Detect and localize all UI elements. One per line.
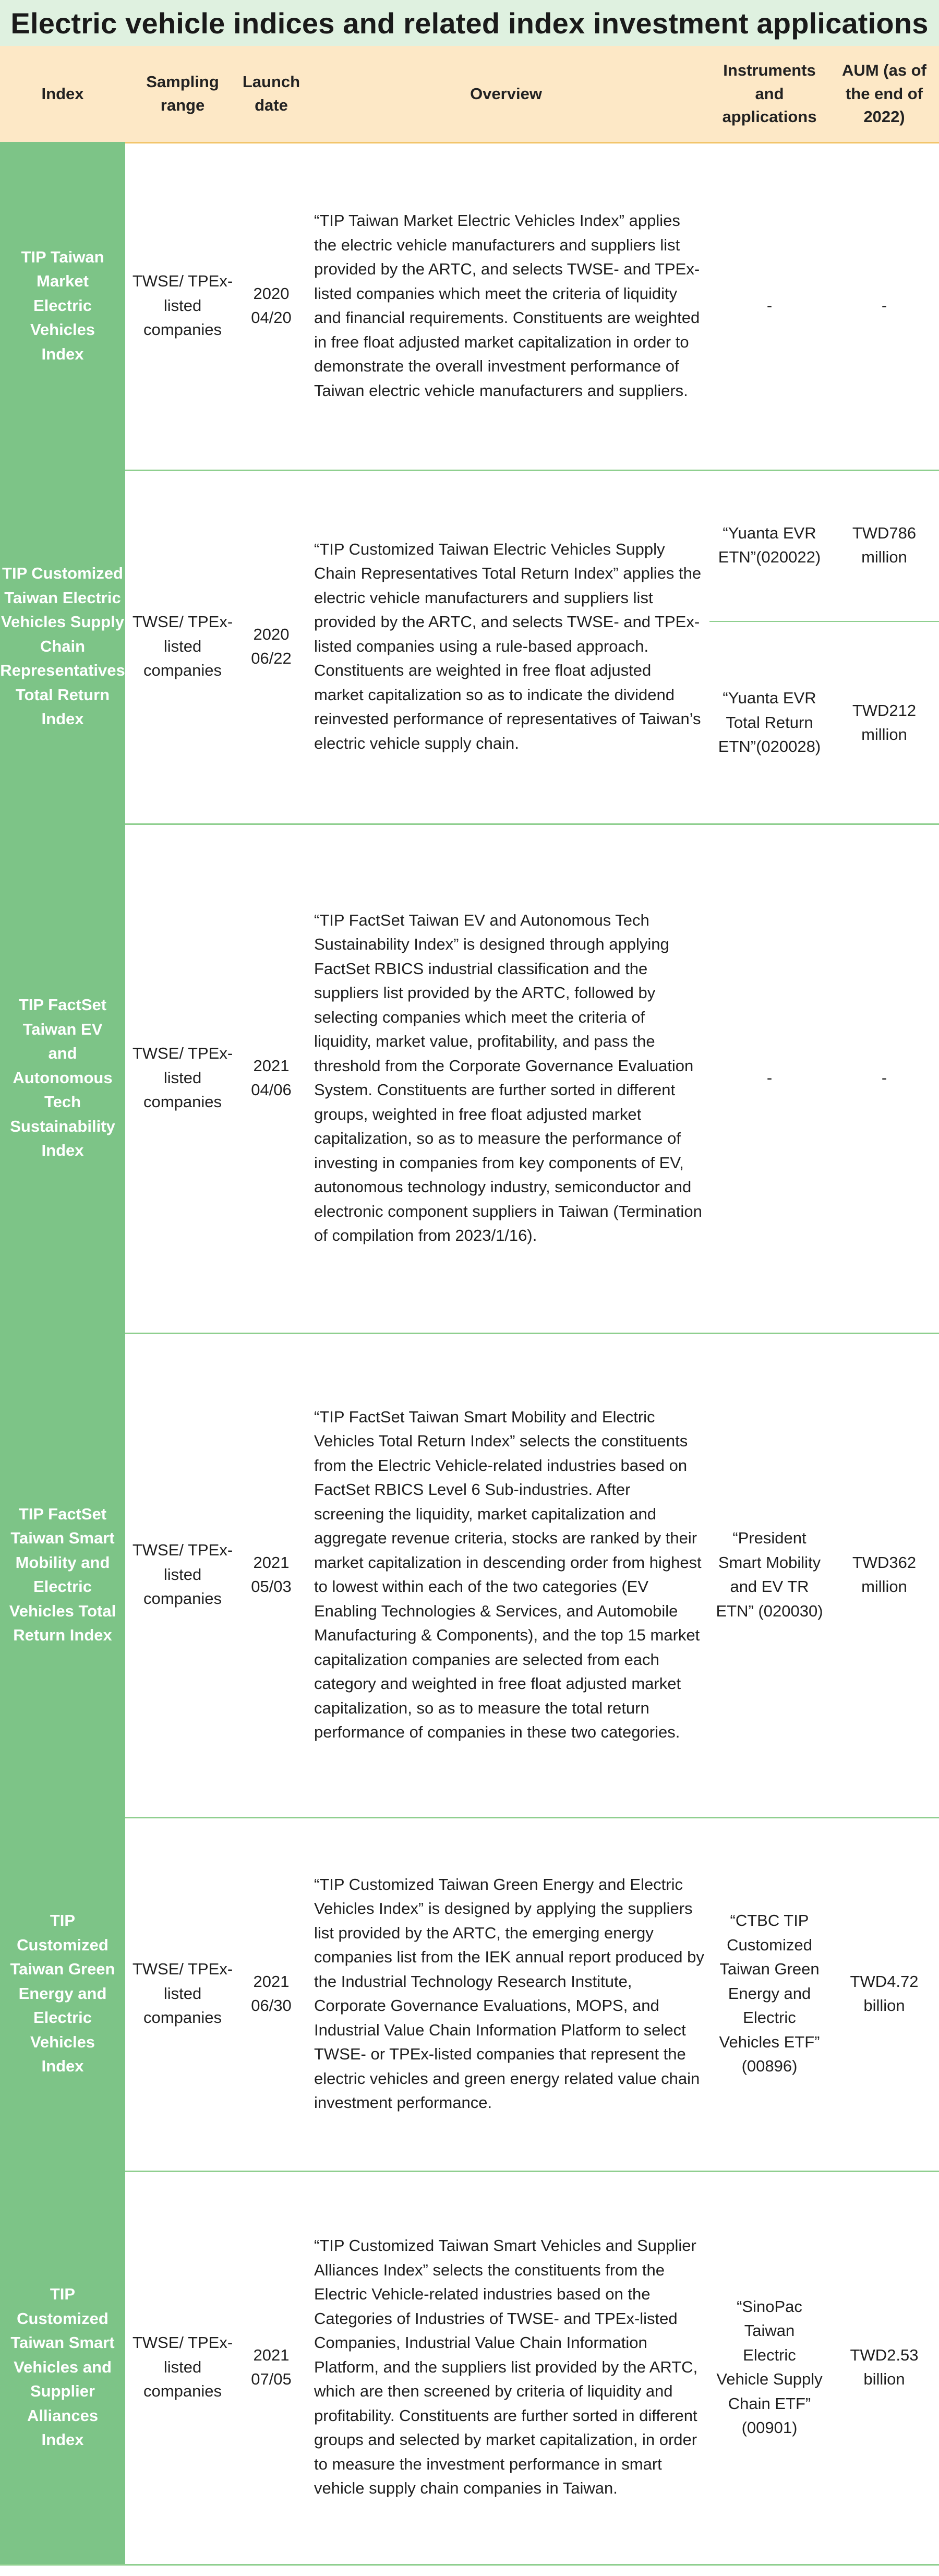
index-name: TIP Customized Taiwan Green Energy and Electric Vehicles Index bbox=[0, 1817, 125, 2171]
header-aum: AUM (as of the end of 2022) bbox=[842, 61, 926, 126]
sampling-range: TWSE/ TPEx-listed companies bbox=[132, 2333, 233, 2401]
instrument: - bbox=[766, 296, 773, 315]
sampling-range: TWSE/ TPEx-listed companies bbox=[132, 1960, 233, 2027]
launch-date: 2021 04/06 bbox=[251, 1056, 292, 1099]
index-name: TIP Taiwan Market Electric Vehicles Index bbox=[0, 142, 125, 470]
table-row bbox=[0, 823, 939, 1334]
overview-text: “TIP Customized Taiwan Smart Vehicles and Supplier Alliances Index” selects the constituents from the Electric Vehicle-related industries based on the Categories of Industries of TWSE- and TPEx-listed Companies, Industrial Value Chain Information Platform, and the suppliers list provided by the ARTC, which are then screened by criteria of liquidity and profitability. Constituents are further sorted in different groups and selected by market capitalization, in order to measure the investment performance in smart vehicle supply chain companies in Taiwan. bbox=[314, 2236, 698, 2498]
title-bar bbox=[0, 0, 939, 46]
instrument: “CTBC TIP Customized Taiwan Green Energy and Electric Vehicles ETF” (00896) bbox=[719, 1911, 820, 2076]
header-instruments: Instruments and applications bbox=[722, 61, 817, 126]
table-row bbox=[0, 470, 939, 825]
launch-date: 2021 07/05 bbox=[251, 2345, 292, 2388]
header-sampling-range: Sampling range bbox=[146, 73, 219, 114]
table-header bbox=[0, 46, 939, 143]
aum-value: - bbox=[881, 1068, 887, 1087]
overview-text: “TIP FactSet Taiwan Smart Mobility and Electric Vehicles Total Return Index” selects the constituents from the Electric Vehicle-related industries based on FactSet RBICS Level 6 Sub-industries. After screening the liquidity, market capitalization and aggregate revenue criteria, stocks are ranked by their market capitalization in descending order from highest to lowest within each of the two categories (EV Enabling Technologies & Services, and Automobile Manufacturing & Components), and the top 15 market capitalization companies are selected from each category and weighted in free float adjusted market capitalization, so as to measure the total return performance of companies in these two categories. bbox=[314, 1407, 702, 1741]
aum-value: TWD212 million bbox=[852, 701, 917, 744]
launch-date: 2020 04/20 bbox=[251, 284, 292, 327]
launch-date: 2021 05/03 bbox=[251, 1553, 292, 1596]
sampling-range: TWSE/ TPEx-listed companies bbox=[132, 613, 233, 680]
header-overview: Overview bbox=[470, 84, 542, 103]
instrument: “Yuanta EVR Total Return ETN”(020028) bbox=[718, 689, 821, 756]
instrument: “SinoPac Taiwan Electric Vehicle Supply Chain ETF” (00901) bbox=[716, 2297, 823, 2437]
index-name: TIP Customized Taiwan Electric Vehicles Supply Chain Representatives Total Return Index bbox=[0, 470, 125, 823]
table-row bbox=[0, 1333, 939, 1818]
index-name: TIP FactSet Taiwan Smart Mobility and Electric Vehicles Total Return Index bbox=[0, 1333, 125, 1817]
index-name: TIP Customized Taiwan Smart Vehicles and Supplier Alliances Index bbox=[0, 2171, 125, 2564]
sampling-range: TWSE/ TPEx-listed companies bbox=[132, 1044, 233, 1111]
instrument: “President Smart Mobility and EV TR ETN” (020030) bbox=[716, 1529, 823, 1620]
overview-text: “TIP FactSet Taiwan EV and Autonomous Tech Sustainability Index” is designed through applying FactSet RBICS industrial classification and the suppliers list provided by the ARTC, followed by selecting companies which meet the criteria of liquidity, market value, profitability, and pass the threshold from the Corporate Governance Evaluation System. Constituents are further sorted in different groups, weighted in free float adjusted market capitalization, so as to measure the performance of investing in companies from key components of EV, autonomous technology industry, semiconductor and electronic component suppliers in Taiwan (Termination of compilation from 2023/1/16). bbox=[314, 910, 702, 1244]
table-row bbox=[0, 142, 939, 471]
table-row bbox=[0, 2171, 939, 2566]
page-title: Electric vehicle indices and related index investment applications bbox=[10, 6, 929, 40]
header-index: Index bbox=[41, 84, 84, 103]
aum-value: TWD4.72 billion bbox=[850, 1972, 919, 2015]
aum-value: TWD362 million bbox=[852, 1553, 917, 1596]
instrument: “Yuanta EVR ETN”(020022) bbox=[718, 523, 821, 566]
table-row bbox=[0, 1817, 939, 2172]
aum-value: - bbox=[881, 296, 887, 315]
header-launch-date: Launch date bbox=[242, 73, 300, 114]
instrument: - bbox=[766, 1068, 773, 1087]
aum-value: TWD2.53 billion bbox=[850, 2345, 919, 2388]
overview-text: “TIP Taiwan Market Electric Vehicles Index” applies the electric vehicle manufacturers and suppliers list provided by the ARTC, and selects TWSE- and TPEx-listed companies which meet the criteria of liquidity and financial requirements. Constituents are weighted in free float adjusted market capitalization in order to demonstrate the overall investment performance of Taiwan electric vehicle manufacturers and suppliers. bbox=[314, 211, 700, 400]
sampling-range: TWSE/ TPEx-listed companies bbox=[132, 1541, 233, 1608]
overview-text: “TIP Customized Taiwan Electric Vehicles Supply Chain Representatives Total Return Index” applies the electric vehicle manufacturers and suppliers list provided by the ARTC, and selects TWSE- and TPEx-listed companies using a rule-based approach. Constituents are weighted in free float adjusted market capitalization so as to indicate the dividend reinvested performance of representatives of Taiwan’s electric vehicle supply chain. bbox=[314, 540, 702, 752]
launch-date: 2021 06/30 bbox=[251, 1972, 292, 2015]
overview-text: “TIP Customized Taiwan Green Energy and Electric Vehicles Index” is designed by applying the suppliers list provided by the ARTC, the emerging energy companies list from the IEK annual report produced by the Industrial Technology Research Institute, Corporate Governance Evaluations, MOPS, and Industrial Value Chain Information Platform to select TWSE- or TPEx-listed companies that represent the electric vehicles and green energy related value chain investment performance. bbox=[314, 1875, 704, 2112]
launch-date: 2020 06/22 bbox=[251, 625, 292, 667]
sampling-range: TWSE/ TPEx-listed companies bbox=[132, 272, 233, 339]
index-name: TIP FactSet Taiwan EV and Autonomous Tech Sustainability Index bbox=[0, 823, 125, 1333]
aum-value: TWD786 million bbox=[852, 523, 917, 566]
